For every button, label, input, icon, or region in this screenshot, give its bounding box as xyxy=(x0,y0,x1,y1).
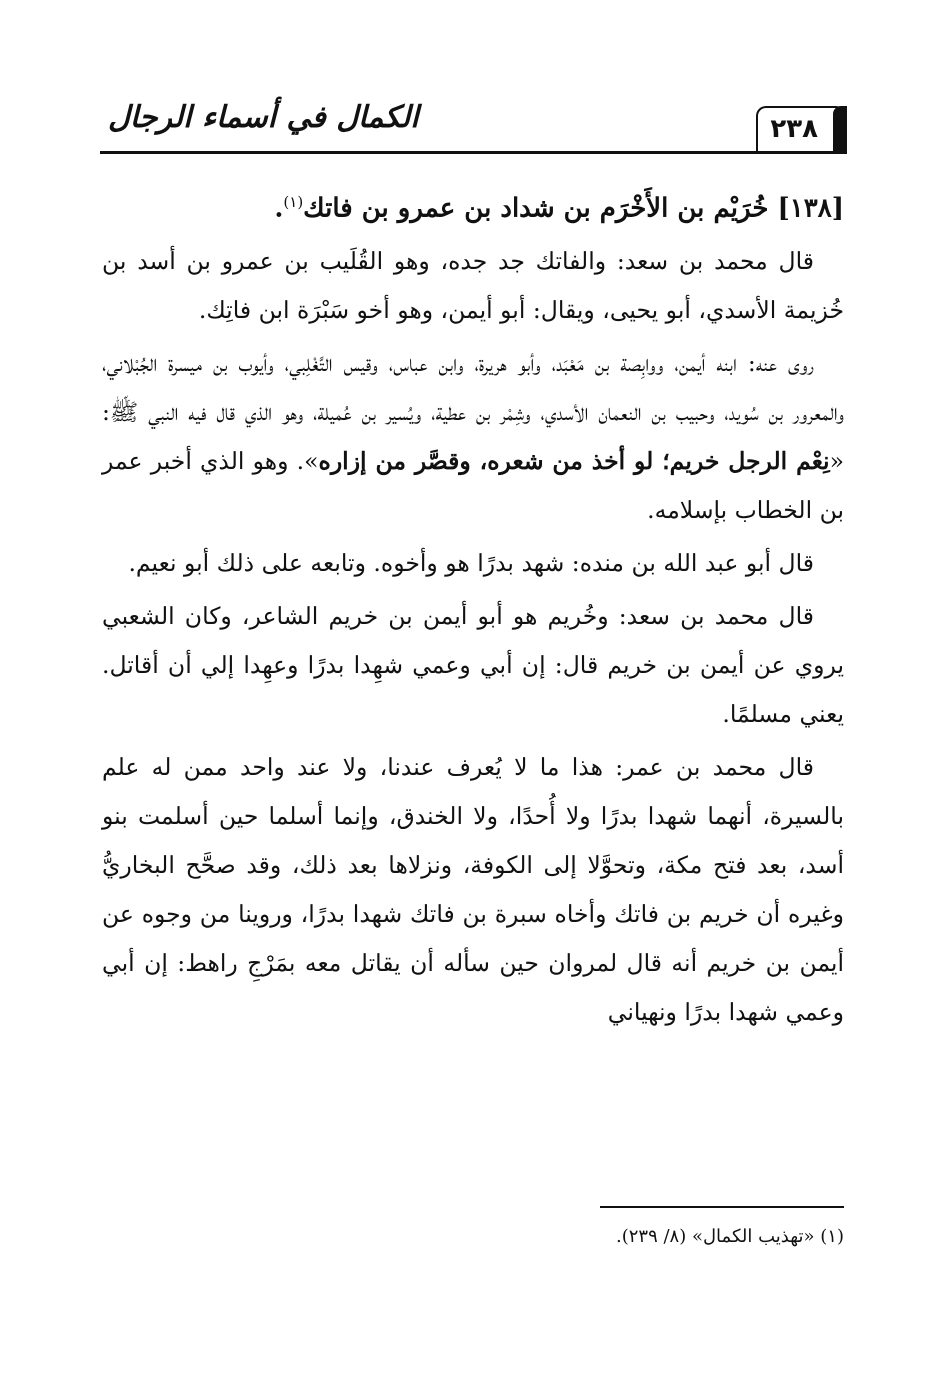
paragraph-ibn-saad-shabi: قال محمد بن سعد: وخُريم هو أبو أيمن بن خريم الشاعر، وكان الشعبي يروي عن أيمن بن خريم قال: إن أبي وعمي شهِدا بدرًا وعهِدا إلي أن أقاتل. يعني مسلمًا. xyxy=(102,601,844,728)
header-rule xyxy=(100,151,846,154)
footnote-reference: (١) xyxy=(283,193,304,211)
main-text xyxy=(102,176,844,1041)
page-number-frame-ornament xyxy=(833,106,847,154)
entry-number: [١٣٨] xyxy=(777,193,844,224)
hadith-quote: نِعْم الرجل خريم؛ لو أخذ من شعره، وقصَّر من إزاره xyxy=(318,446,830,475)
paragraph-ibn-saad-lineage: قال محمد بن سعد: والفاتك جد جده، وهو القُلَيب بن عمرو بن أسد بن خُزيمة الأسدي، أبو يحيى، ويقال: أبو أيمن، وهو أخو سَبْرَة ابن فاتِك. xyxy=(102,246,844,324)
paragraph-muhammad-ibn-umar: قال محمد بن عمر: هذا ما لا يُعرف عندنا، ولا عند واحد ممن له علم بالسيرة، أنهما شهدا بدرًا ولا أُحدًا، ولا الخندق، وإنما أسلما حين أسلمت بنو أسد، بعد فتح مكة، وتحوَّلا إلى الكوفة، ونزلاها بعد ذلك، وقد صحَّح البخاريُّ وغيره أن خريم بن فاتك وأخاه سبرة بن فاتك شهدا بدرًا، وروينا من وجوه عن أيمن بن خريم أنه قال لمروان حين سأله أن يقاتل معه بمَرْجِ راهط: إن أبي وعمي شهدا بدرًا ونهياني xyxy=(102,752,844,1026)
paragraph-narrators xyxy=(102,339,844,535)
paragraph-narrators-text: روى عنه: ابنه أيمن، ووابِصة بن مَعْبَد، وأبو هريرة، وابن عباس، وقيس التَّغْلِبي، وأيوب بن ميسرة الجُبْلاني، والمعرور بن سُويد، وحبيب بن النعمان الأسدي، وشِمْر بن عطية، ويُسير بن عُميلة، وهو الذي قال فيه النبي ﷺ: « xyxy=(102,348,845,475)
page-number: ٢٣٨ xyxy=(770,114,818,144)
paragraph-ibn-mandah: قال أبو عبد الله بن منده: شهد بدرًا هو وأخوه. وتابعه على ذلك أبو نعيم. xyxy=(128,548,814,577)
running-title: الكمال في أسماء الرجال xyxy=(108,100,419,135)
footnote-separator xyxy=(600,1206,844,1208)
entry-heading xyxy=(102,176,844,235)
page-header xyxy=(100,96,846,154)
paragraph-narrators-end: ». وهو الذي أخبر عمر بن الخطاب بإسلامه. xyxy=(102,446,844,524)
page-number-frame xyxy=(756,106,846,152)
entry-end: . xyxy=(274,193,284,224)
entry-name: خُرَيْم بن الأَخْرَم بن شداد بن عمرو بن فاتك xyxy=(303,193,769,224)
footnote: (١) «تهذيب الكمال» (٨/ ٢٣٩). xyxy=(615,1226,844,1247)
